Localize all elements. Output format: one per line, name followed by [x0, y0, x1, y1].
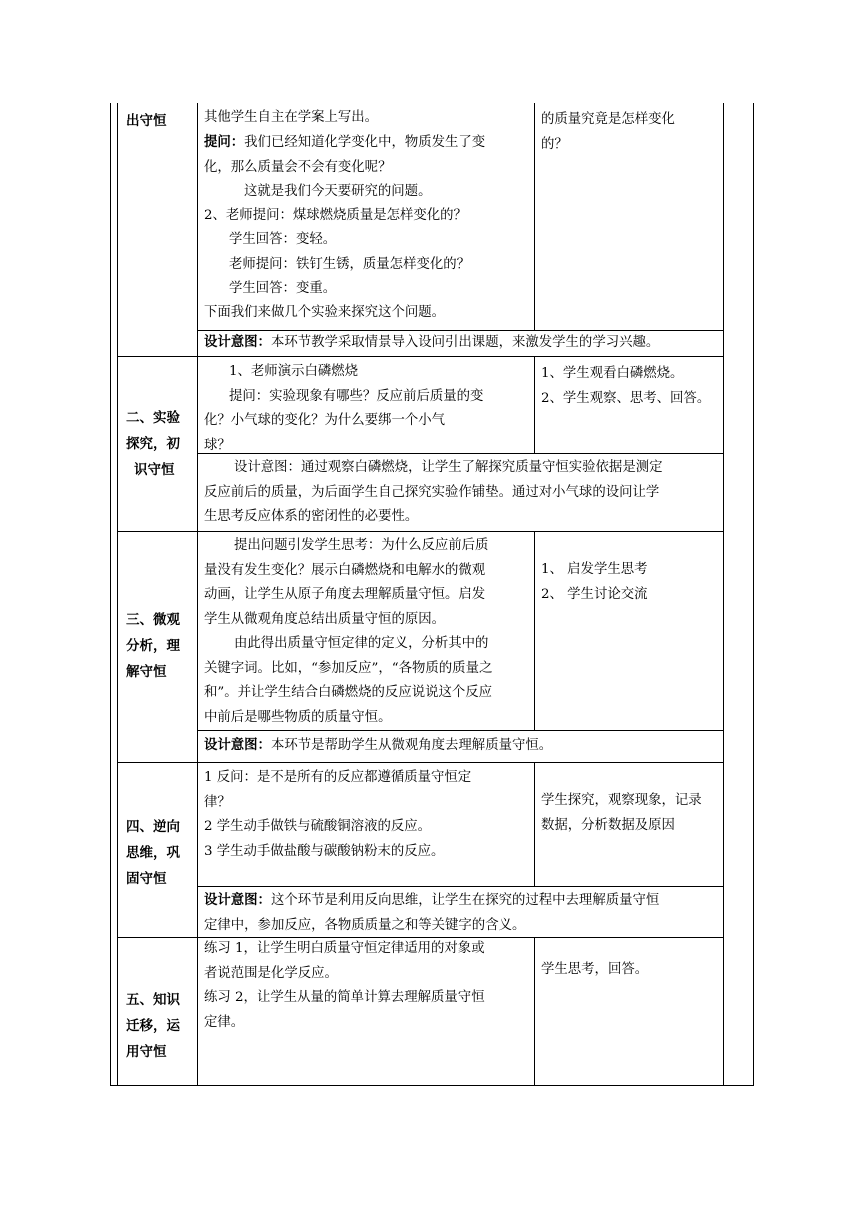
text-line: 其他学生自主在学案上写出。 — [204, 110, 379, 125]
student-activity — [541, 108, 721, 157]
text-line: 关键字词。比如，“参加反应”，“各物质的质量之 — [204, 660, 493, 676]
teacher-activity — [204, 106, 532, 326]
stage-line: 思维，巩 — [126, 845, 180, 861]
teacher-activity — [204, 766, 532, 864]
text-run: 这个环节是利用反向思维，让学生在探究的过程中去理解质量守恒 — [270, 893, 660, 908]
stage-line: 迁移，运 — [126, 1018, 180, 1034]
text-run: 本环节是帮助学生从微观角度去理解质量守恒。 — [270, 738, 553, 753]
text-line: 2、 学生讨论交流 — [541, 586, 648, 602]
text-line: 2、老师提问：煤球燃烧质量是怎样变化的？ — [204, 208, 467, 224]
design-intent — [204, 456, 722, 530]
text-run: 我们已经知道化学变化中，物质发生了变 — [244, 135, 486, 151]
text-line: 学生回答：变重。 — [229, 281, 337, 297]
bold-label: 设计意图： — [204, 737, 271, 753]
table-border — [110, 1085, 754, 1086]
student-activity — [541, 558, 723, 607]
text-line: 的质量究竟是怎样变化 — [541, 112, 675, 127]
text-line: 练习 2，让学生从量的简单计算去理解质量守恒 — [204, 990, 485, 1005]
table-border — [753, 103, 754, 1085]
stage-line: 四、逆向 — [126, 819, 180, 835]
text-line: 球？ — [204, 437, 231, 453]
text-line: 的？ — [541, 136, 568, 152]
stage-line: 出守恒 — [126, 113, 167, 129]
text-line: 定律中，参加反应，各物质质量之和等关键字的含义。 — [204, 917, 526, 933]
text-line: 生思考反应体系的密闭性的必要性。 — [204, 509, 419, 524]
stage-line: 识守恒 — [134, 462, 175, 478]
text-line: 2 学生动手做铁与硫酸铜溶液的反应。 — [204, 819, 432, 834]
table-border — [117, 356, 724, 357]
table-border — [117, 531, 724, 532]
text-line: 律？ — [204, 794, 231, 810]
stage-line: 用守恒 — [126, 1044, 167, 1060]
text-line: 练习 1，让学生明白质量守恒定律适用的对象或 — [204, 941, 485, 956]
text-line: 学生探究，观察现象，记录 — [541, 793, 702, 808]
stage-line: 二、实验 — [126, 410, 180, 426]
text-line: 提出问题引发学生思考：为什么反应前后质 — [234, 538, 489, 553]
stage-line: 解守恒 — [126, 664, 167, 680]
stage-label — [126, 607, 194, 685]
table-border — [534, 762, 535, 886]
table-border — [534, 356, 535, 453]
text-line — [204, 733, 722, 759]
stage-line: 分析，理 — [126, 638, 180, 654]
stage-line: 固守恒 — [126, 871, 167, 887]
table-border — [534, 531, 535, 730]
design-intent — [204, 330, 722, 356]
stage-label — [126, 108, 194, 134]
table-border — [197, 886, 724, 887]
bold-label: 提问： — [204, 134, 245, 151]
stage-line: 五、知识 — [126, 992, 180, 1008]
bold-label: 设计意图： — [204, 334, 271, 350]
text-line: 和”。并让学生结合白磷燃烧的反应说说这个反应 — [204, 685, 493, 700]
teacher-activity — [204, 534, 532, 730]
student-activity — [541, 958, 723, 983]
text-line: 化，那么质量会不会有变化呢？ — [204, 159, 392, 175]
stage-line: 三、微观 — [126, 612, 180, 628]
text-line — [204, 888, 722, 914]
stage-line: 探究，初 — [126, 436, 180, 452]
table-border — [117, 762, 724, 763]
text-line: 反应前后的质量，为后面学生自己探究实验作铺垫。通过对小气球的设问让学 — [204, 484, 660, 500]
text-line — [204, 330, 722, 355]
text-line: 定律。 — [204, 1014, 245, 1030]
text-line: 1、学生观看白磷燃烧。 — [541, 366, 684, 381]
student-activity — [541, 362, 723, 411]
text-line: 设计意图：通过观察白磷燃烧，让学生了解探究质量守恒实验依据是测定 — [234, 460, 663, 475]
text-line: 1、老师演示白磷燃烧 — [229, 364, 359, 379]
design-intent — [204, 733, 722, 759]
bold-label: 设计意图： — [204, 892, 271, 908]
stage-label — [126, 814, 194, 892]
text-line: 学生从微观角度总结出质量守恒的原因。 — [204, 611, 446, 627]
text-line: 这就是我们今天要研究的问题。 — [244, 183, 432, 199]
text-line: 2、学生观察、思考、回答。 — [541, 390, 711, 406]
table-border — [197, 730, 724, 731]
teacher-activity — [204, 360, 532, 458]
design-intent — [204, 888, 722, 938]
text-line — [204, 130, 532, 155]
table-border — [110, 103, 111, 1085]
text-line: 1 反问：是不是所有的反应都遵循质量守恒定 — [204, 770, 472, 785]
text-line: 中前后是哪些物质的质量守恒。 — [204, 709, 392, 725]
text-line: 学生思考，回答。 — [541, 962, 649, 977]
stage-label — [126, 405, 194, 483]
stage-label — [126, 987, 194, 1065]
text-line: 提问：实验现象有哪些？反应前后质量的变 — [229, 388, 484, 404]
table-border — [534, 937, 535, 1085]
text-line: 由此得出质量守恒定律的定义，分析其中的 — [234, 636, 489, 651]
text-line: 数据，分析数据及原因 — [541, 817, 675, 833]
teacher-activity — [204, 937, 532, 1035]
text-line: 量没有发生变化？展示白磷燃烧和电解水的微观 — [204, 562, 486, 578]
text-line: 化？小气球的变化？为什么要绑一个小气 — [204, 413, 446, 428]
text-line: 1、 启发学生思考 — [541, 562, 648, 577]
student-activity — [541, 789, 723, 838]
text-line: 者说范围是化学反应。 — [204, 965, 338, 981]
text-line: 老师提问：铁钉生锈，质量怎样变化的？ — [229, 256, 471, 272]
text-line: 学生回答：变轻。 — [229, 232, 337, 248]
text-line: 下面我们来做几个实验来探究这个问题。 — [204, 305, 446, 321]
text-line: 动画，让学生从原子角度去理解质量守恒。启发 — [204, 587, 486, 602]
table-border — [534, 103, 535, 330]
text-line: 3 学生动手做盐酸与碳酸钠粉末的反应。 — [204, 843, 445, 859]
text-run: 本环节教学采取情景导入设问引出课题，来激发学生的学习兴趣。 — [270, 335, 660, 350]
